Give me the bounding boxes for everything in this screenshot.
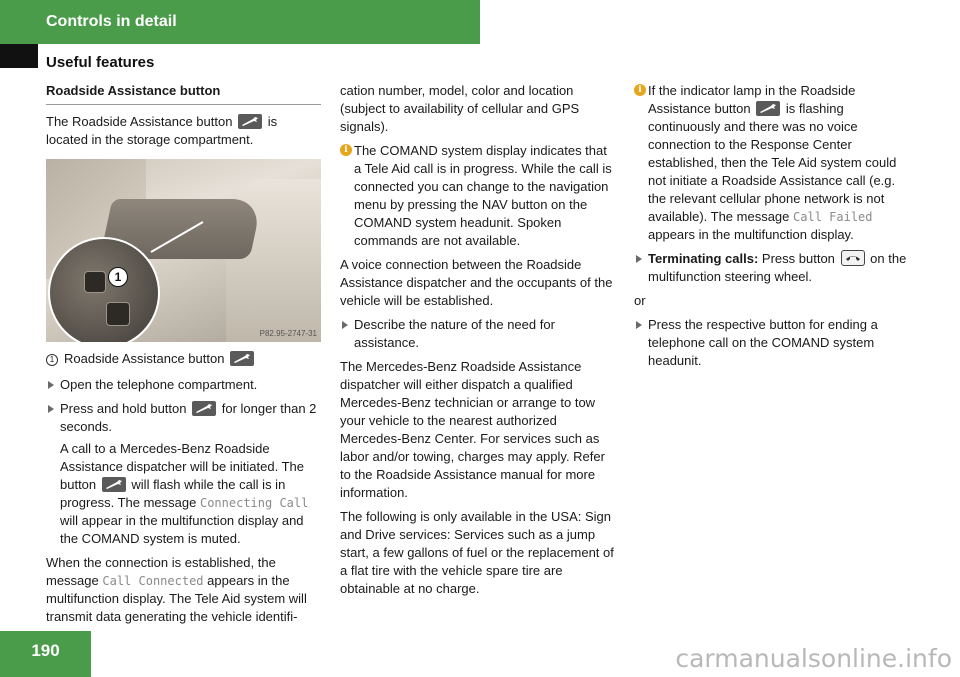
- photo-code: P82.95-2747-31: [259, 329, 317, 338]
- display-message: Connecting Call: [199, 496, 309, 510]
- display-message: Call Failed: [793, 210, 873, 224]
- roadside-button-photo: [106, 302, 130, 326]
- callout-number: 1: [108, 267, 128, 287]
- page-number: 190: [31, 641, 60, 660]
- section-tab-marker: [0, 44, 38, 68]
- end-call-phone-icon: [841, 250, 865, 266]
- info-icon: i: [634, 84, 646, 96]
- bullet-arrow-icon: [342, 321, 348, 329]
- dispatcher-paragraph: The Mercedes-Benz Roadside Assistance dispatcher will either dispatch a qualified Mercedes-Benz technician or arrange to tow your vehicle to the nearest authorized Mercedes-Benz Center. For services such as labor and/or towing, charges may apply. Refer to the Roadside Assistance manual for more information.: [340, 359, 605, 500]
- watermark: carmanualsonline.info: [675, 644, 952, 673]
- step-open-compartment: Open the telephone compartment.: [46, 376, 321, 394]
- connection-paragraph: When the connection is established, the message Call Connected appears in the multifunction display. The Tele Aid system will transmit data generating the vehicle identifi-: [46, 555, 307, 624]
- column-1: [46, 82, 321, 632]
- column-3: [634, 82, 909, 376]
- photo-caption: 1 Roadside Assistance button: [46, 350, 321, 368]
- storage-compartment-photo: [46, 159, 321, 342]
- caption-number: 1: [46, 354, 58, 366]
- wrench-icon: [238, 114, 262, 129]
- wrench-icon: [756, 101, 780, 116]
- continued-paragraph: cation number, model, color and location (subject to availability of cellular and GPS signals).: [340, 83, 580, 134]
- usa-services-paragraph: The following is only available in the USA: Sign and Drive services: Services such as a jump start, a few gallons of fuel or the replacement of a flat tire with the vehicle spare tire are obtainable at no charge.: [340, 509, 614, 596]
- wrench-icon: [192, 401, 216, 416]
- bullet-arrow-icon: [48, 405, 54, 413]
- section-title: Useful features: [46, 54, 155, 71]
- bullet-arrow-icon: [48, 381, 54, 389]
- column-2: [340, 82, 615, 604]
- step-describe-need: Describe the nature of the need for assistance.: [340, 316, 615, 352]
- info-note-comand: i The COMAND system display indicates that a Tele Aid call is in progress. While the call is connected you can change to the navigation menu by pressing the NAV button on the COMAND system headunit. Spoken commands are not available.: [340, 142, 615, 250]
- info-icon: i: [340, 144, 352, 156]
- intro-paragraph: The Roadside Assistance button is located in the storage compartment.: [46, 114, 278, 147]
- roadside-heading: Roadside Assistance button: [46, 82, 321, 105]
- wrench-icon: [230, 351, 254, 366]
- info-note-call-failed: i If the indicator lamp in the Roadside Assistance button is flashing continuously and there was no voice connection to the Response Center established, then the Tele Aid system could not initiate a Roadside Assistance call (e.g. the relevant cellular phone network is not available). The message Call Failed appears in the multifunction display.: [634, 82, 909, 244]
- or-separator: or: [634, 293, 646, 308]
- display-message: Call Connected: [102, 574, 204, 588]
- compartment-button-top: [84, 271, 106, 293]
- step-press-hold: Press and hold button for longer than 2 seconds. A call to a Mercedes-Benz Roadside Assistance dispatcher will be initiated. The button will flash while the call is in progress. The message Connecting Call will appear in the multifunction display and the COMAND system is muted.: [46, 400, 321, 548]
- step-end-call-comand: Press the respective button for ending a telephone call on the COMAND system headunit.: [634, 316, 909, 370]
- step-terminating-calls: Terminating calls: Press button on the multifunction steering wheel.: [634, 250, 909, 286]
- chapter-title: Controls in detail: [46, 13, 177, 30]
- bullet-arrow-icon: [636, 255, 642, 263]
- wrench-icon: [102, 477, 126, 492]
- voice-connection-paragraph: A voice connection between the Roadside Assistance dispatcher and the occupants of the vehicle will be established.: [340, 257, 613, 308]
- bullet-arrow-icon: [636, 321, 642, 329]
